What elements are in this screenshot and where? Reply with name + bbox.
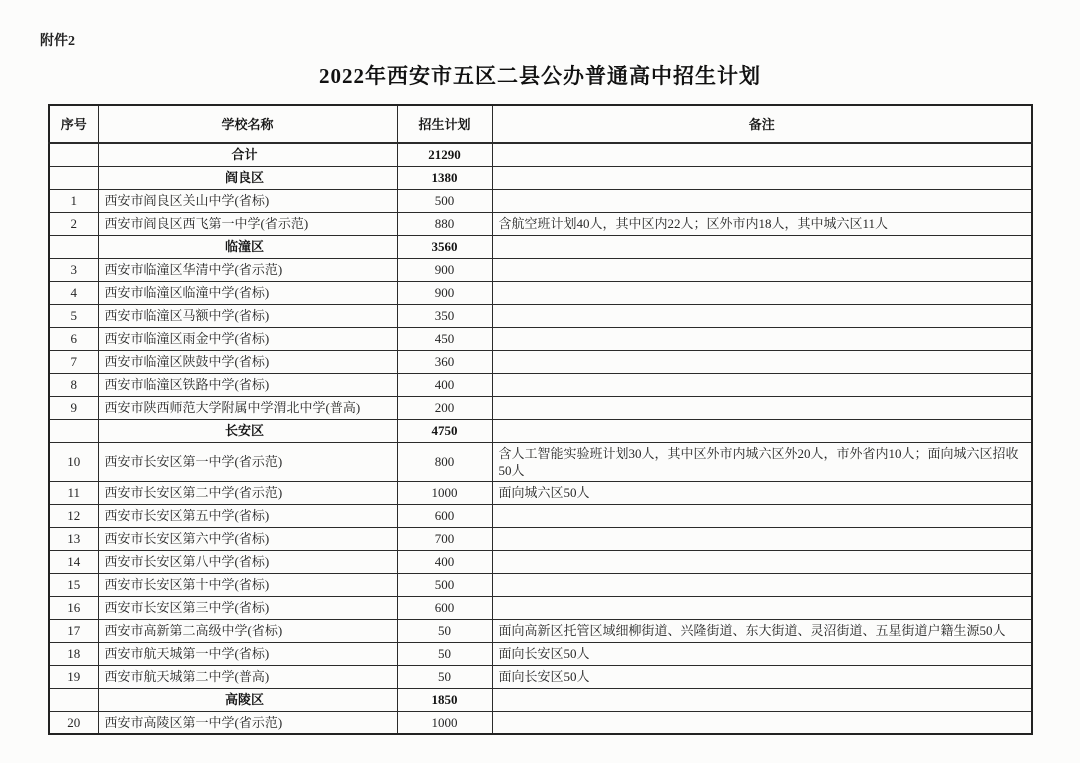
table-row (49, 665, 1032, 688)
cell-enrollment-plan: 350 (397, 304, 492, 327)
cell-school-name: 西安市长安区第二中学(省示范) (98, 481, 397, 504)
cell-school-name: 西安市高陵区第一中学(省示范) (98, 711, 397, 734)
table-row (49, 527, 1032, 550)
cell-row-number: 7 (49, 350, 98, 373)
table-body (49, 143, 1032, 734)
table-row (49, 442, 1032, 481)
cell-row-number: 2 (49, 212, 98, 235)
table-row (49, 235, 1032, 258)
cell-school-name: 西安市长安区第六中学(省标) (98, 527, 397, 550)
col-header-plan: 招生计划 (397, 105, 492, 143)
cell-row-number: 12 (49, 504, 98, 527)
cell-remark (492, 711, 1032, 734)
cell-row-number: 8 (49, 373, 98, 396)
cell-row-number (49, 166, 98, 189)
cell-enrollment-plan: 1380 (397, 166, 492, 189)
table-row (49, 573, 1032, 596)
cell-enrollment-plan: 360 (397, 350, 492, 373)
cell-school-name: 西安市长安区第一中学(省示范) (98, 442, 397, 481)
cell-enrollment-plan: 3560 (397, 235, 492, 258)
cell-remark: 面向高新区托管区域细柳街道、兴隆街道、东大街道、灵沼街道、五星街道户籍生源50人 (492, 619, 1032, 642)
table-row (49, 642, 1032, 665)
cell-enrollment-plan: 500 (397, 573, 492, 596)
cell-enrollment-plan: 400 (397, 373, 492, 396)
cell-school-name: 西安市高新第二高级中学(省标) (98, 619, 397, 642)
table-row (49, 166, 1032, 189)
table-row (49, 504, 1032, 527)
cell-remark (492, 688, 1032, 711)
cell-row-number: 18 (49, 642, 98, 665)
cell-remark (492, 504, 1032, 527)
cell-remark (492, 350, 1032, 373)
cell-row-number: 17 (49, 619, 98, 642)
table-header-row (49, 105, 1032, 143)
cell-enrollment-plan: 50 (397, 619, 492, 642)
cell-enrollment-plan: 1000 (397, 481, 492, 504)
cell-school-name: 长安区 (98, 419, 397, 442)
table-row (49, 304, 1032, 327)
cell-remark (492, 143, 1032, 166)
cell-row-number: 14 (49, 550, 98, 573)
cell-remark (492, 419, 1032, 442)
cell-enrollment-plan: 700 (397, 527, 492, 550)
cell-row-number: 6 (49, 327, 98, 350)
cell-remark (492, 304, 1032, 327)
cell-enrollment-plan: 21290 (397, 143, 492, 166)
cell-school-name: 西安市长安区第五中学(省标) (98, 504, 397, 527)
cell-row-number: 15 (49, 573, 98, 596)
cell-row-number: 5 (49, 304, 98, 327)
table-row (49, 550, 1032, 573)
cell-school-name: 西安市长安区第八中学(省标) (98, 550, 397, 573)
cell-row-number: 11 (49, 481, 98, 504)
cell-school-name: 阎良区 (98, 166, 397, 189)
table-row (49, 281, 1032, 304)
table-row (49, 143, 1032, 166)
col-header-no: 序号 (49, 105, 98, 143)
cell-enrollment-plan: 50 (397, 665, 492, 688)
page-title: 2022年西安市五区二县公办普通高中招生计划 (319, 64, 761, 88)
cell-row-number: 10 (49, 442, 98, 481)
cell-remark: 面向城六区50人 (492, 481, 1032, 504)
cell-school-name: 高陵区 (98, 688, 397, 711)
table-row (49, 596, 1032, 619)
cell-school-name: 西安市阎良区西飞第一中学(省示范) (98, 212, 397, 235)
table-row (49, 258, 1032, 281)
cell-remark (492, 396, 1032, 419)
cell-school-name: 西安市临潼区铁路中学(省标) (98, 373, 397, 396)
cell-row-number (49, 235, 98, 258)
cell-enrollment-plan: 1850 (397, 688, 492, 711)
cell-school-name: 西安市临潼区陕鼓中学(省标) (98, 350, 397, 373)
cell-row-number: 9 (49, 396, 98, 419)
cell-remark (492, 189, 1032, 212)
cell-enrollment-plan: 450 (397, 327, 492, 350)
cell-school-name: 西安市陕西师范大学附属中学渭北中学(普高) (98, 396, 397, 419)
cell-enrollment-plan: 600 (397, 596, 492, 619)
cell-row-number (49, 143, 98, 166)
cell-remark (492, 596, 1032, 619)
cell-remark: 含人工智能实验班计划30人，其中区外市内城六区外20人，市外省内10人；面向城六区招收50人 (492, 442, 1032, 481)
table-row (49, 212, 1032, 235)
cell-school-name: 西安市临潼区华清中学(省示范) (98, 258, 397, 281)
cell-school-name: 西安市临潼区临潼中学(省标) (98, 281, 397, 304)
cell-row-number: 16 (49, 596, 98, 619)
cell-row-number: 1 (49, 189, 98, 212)
cell-school-name: 临潼区 (98, 235, 397, 258)
cell-remark (492, 235, 1032, 258)
cell-remark (492, 373, 1032, 396)
cell-school-name: 西安市临潼区雨金中学(省标) (98, 327, 397, 350)
cell-remark (492, 327, 1032, 350)
cell-row-number (49, 688, 98, 711)
cell-row-number: 19 (49, 665, 98, 688)
cell-remark (492, 527, 1032, 550)
col-header-note: 备注 (492, 105, 1032, 143)
cell-remark (492, 281, 1032, 304)
table-row (49, 373, 1032, 396)
cell-enrollment-plan: 1000 (397, 711, 492, 734)
cell-enrollment-plan: 500 (397, 189, 492, 212)
cell-enrollment-plan: 400 (397, 550, 492, 573)
cell-row-number: 3 (49, 258, 98, 281)
table-row (49, 688, 1032, 711)
enrollment-plan-table (48, 104, 1033, 735)
attachment-label: 附件2 (40, 34, 75, 49)
cell-remark (492, 166, 1032, 189)
table-row (49, 350, 1032, 373)
table-row (49, 327, 1032, 350)
cell-row-number: 13 (49, 527, 98, 550)
cell-enrollment-plan: 600 (397, 504, 492, 527)
cell-enrollment-plan: 880 (397, 212, 492, 235)
cell-school-name: 西安市临潼区马额中学(省标) (98, 304, 397, 327)
cell-remark (492, 573, 1032, 596)
cell-remark: 面向长安区50人 (492, 665, 1032, 688)
cell-enrollment-plan: 4750 (397, 419, 492, 442)
col-header-name: 学校名称 (98, 105, 397, 143)
cell-row-number: 20 (49, 711, 98, 734)
cell-enrollment-plan: 900 (397, 258, 492, 281)
table-row (49, 711, 1032, 734)
cell-remark (492, 550, 1032, 573)
cell-school-name: 合计 (98, 143, 397, 166)
table-row (49, 189, 1032, 212)
cell-enrollment-plan: 900 (397, 281, 492, 304)
cell-row-number (49, 419, 98, 442)
cell-school-name: 西安市阎良区关山中学(省标) (98, 189, 397, 212)
cell-school-name: 西安市长安区第十中学(省标) (98, 573, 397, 596)
cell-school-name: 西安市航天城第二中学(普高) (98, 665, 397, 688)
cell-enrollment-plan: 200 (397, 396, 492, 419)
cell-remark: 面向长安区50人 (492, 642, 1032, 665)
cell-remark (492, 258, 1032, 281)
table-row (49, 481, 1032, 504)
cell-school-name: 西安市航天城第一中学(省标) (98, 642, 397, 665)
cell-enrollment-plan: 800 (397, 442, 492, 481)
cell-enrollment-plan: 50 (397, 642, 492, 665)
table-row (49, 396, 1032, 419)
table-row (49, 419, 1032, 442)
cell-row-number: 4 (49, 281, 98, 304)
table-row (49, 619, 1032, 642)
cell-remark: 含航空班计划40人，其中区内22人；区外市内18人，其中城六区11人 (492, 212, 1032, 235)
cell-school-name: 西安市长安区第三中学(省标) (98, 596, 397, 619)
